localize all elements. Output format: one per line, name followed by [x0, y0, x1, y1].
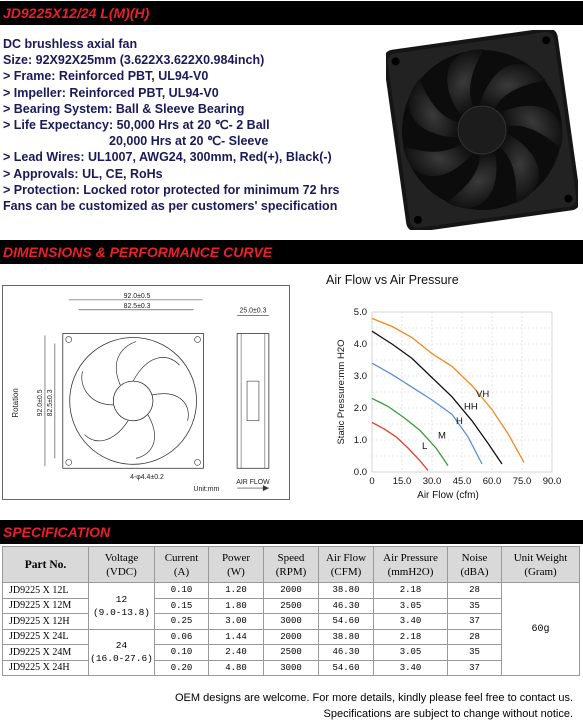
spec-text-block [3, 36, 383, 214]
series-label-hh: HH [464, 401, 478, 413]
col-header: Air Flow (CFM) [319, 547, 374, 583]
y-tick-label: 4.0 [353, 339, 367, 350]
chart-grid [372, 312, 552, 472]
series-label-m: M [438, 430, 446, 442]
power-cell: 4.80 [209, 660, 264, 676]
pressure-cell: 3.05 [374, 598, 448, 614]
table-header-row [3, 547, 580, 583]
part-number-cell: JD9225 X 24H [3, 660, 89, 676]
voltage-cell: 24 (16.0-27.6) [89, 629, 155, 676]
current-cell: 0.10 [155, 645, 209, 661]
y-tick-label: 0.0 [353, 467, 367, 478]
current-cell: 0.06 [155, 629, 209, 645]
dim-side-inner-label: 82.5±0.3 [46, 389, 54, 417]
x-axis-title: Air Flow (cfm) [417, 490, 479, 501]
x-tick-label: 15.0 [392, 476, 412, 487]
spec-line: > Protection: Locked rotor protected for minimum 72 hrs [3, 182, 340, 197]
airflow-cell: 54.60 [319, 614, 374, 630]
pressure-cell: 3.05 [374, 645, 448, 661]
col-header: Speed (RPM) [264, 547, 319, 583]
series-line-m [372, 398, 448, 465]
dim-side-outer-label: 92.0±0.5 [36, 389, 44, 417]
chart-title: Air Flow vs Air Pressure [326, 273, 459, 287]
dim-depth-label: 25.0±0.3 [239, 307, 267, 315]
dimensions-section-header: DIMENSIONS & PERFORMANCE CURVE [0, 240, 583, 264]
spec-line: > Lead Wires: UL1007, AWG24, 300mm, Red(+), Black(-) [3, 150, 332, 165]
col-header: Current (A) [155, 547, 209, 583]
current-cell: 0.15 [155, 598, 209, 614]
spec-line: > Life Expectancy: 50,000 Hrs at 20 ℃- 2 Ball [3, 118, 270, 133]
series-label-vh: VH [476, 388, 490, 400]
noise-cell: 37 [448, 660, 502, 676]
noise-cell: 37 [448, 614, 502, 630]
rotation-label: Rotation [11, 388, 21, 418]
x-tick-label: 30.0 [422, 476, 442, 487]
x-tick-label: 75.0 [512, 476, 532, 487]
spec-line: Fans can be customized as per customers' specification [3, 199, 338, 214]
model-title-bar: JD9225X12/24 L(M)(H) [0, 1, 583, 25]
part-number-cell: JD9225 X 12L [3, 583, 89, 599]
y-tick-label: 2.0 [353, 403, 367, 414]
power-cell: 3.00 [209, 614, 264, 630]
performance-chart [322, 270, 580, 502]
speed-cell: 2000 [264, 629, 319, 645]
x-tick-label: 45.0 [452, 476, 472, 487]
unit-label: Unit:mm [193, 486, 220, 494]
specification-table [2, 546, 580, 676]
airflow-cell: 46.30 [319, 598, 374, 614]
specification-section-header: SPECIFICATION [0, 520, 583, 544]
y-axis-title: Static Pressure:mm H2O [336, 339, 347, 445]
series-label-l: L [422, 440, 428, 452]
airflow-cell: 38.80 [319, 629, 374, 645]
col-header: Power (W) [209, 547, 264, 583]
col-header: Air Pressure (mmH2O) [374, 547, 448, 583]
series-label-h: H [456, 416, 463, 427]
current-cell: 0.20 [155, 660, 209, 676]
power-cell: 2.40 [209, 645, 264, 661]
series-line-vh [372, 318, 524, 462]
air-flow-label: AIR FLOW [236, 479, 270, 487]
speed-cell: 2000 [264, 583, 319, 599]
power-cell: 1.44 [209, 629, 264, 645]
speed-cell: 2500 [264, 645, 319, 661]
spec-line: > Approvals: UL, CE, RoHs [3, 166, 163, 181]
current-cell: 0.10 [155, 583, 209, 599]
chart-plot-area [372, 318, 524, 470]
table-row [3, 583, 580, 599]
spec-line: DC brushless axial fan [3, 37, 138, 51]
hole-note-label: 4-φ4.4±0.2 [130, 474, 164, 482]
pressure-cell: 2.18 [374, 629, 448, 645]
noise-cell: 28 [448, 583, 502, 599]
pressure-cell: 3.40 [374, 660, 448, 676]
pressure-cell: 3.40 [374, 614, 448, 630]
noise-cell: 35 [448, 598, 502, 614]
spec-line: > Frame: Reinforced PBT, UL94-V0 [3, 69, 209, 84]
col-header: Unit Weight (Gram) [502, 547, 580, 583]
speed-cell: 3000 [264, 614, 319, 630]
col-header: Noise (dBA) [448, 547, 502, 583]
dim-outer-label: 92.0±0.5 [123, 292, 151, 300]
x-tick-label: 0 [369, 476, 375, 487]
y-tick-label: 1.0 [353, 435, 367, 446]
spec-line: > Impeller: Reinforced PBT, UL94-V0 [3, 85, 219, 100]
spec-line: 20,000 Hrs at 20 ℃- Sleeve [109, 134, 269, 149]
airflow-cell: 54.60 [319, 660, 374, 676]
part-number-cell: JD9225 X 12H [3, 614, 89, 630]
power-cell: 1.80 [209, 598, 264, 614]
noise-cell: 28 [448, 629, 502, 645]
col-header: Part No. [3, 547, 89, 583]
spec-line: Size: 92X92X25mm (3.622X3.622X0.984inch) [3, 53, 265, 68]
x-tick-label: 90.0 [542, 476, 562, 487]
power-cell: 1.20 [209, 583, 264, 599]
part-number-cell: JD9225 X 24M [3, 645, 89, 661]
x-tick-label: 60.0 [482, 476, 502, 487]
speed-cell: 2500 [264, 598, 319, 614]
footer-note: OEM designs are welcome. For more details, kindly please feel free to contact us. [174, 692, 573, 704]
noise-cell: 35 [448, 645, 502, 661]
y-tick-label: 5.0 [353, 307, 367, 318]
spec-line: > Bearing System: Ball & Sleeve Bearing [3, 101, 245, 116]
dim-inner-label: 82.5±0.3 [123, 302, 151, 310]
current-cell: 0.25 [155, 614, 209, 630]
dimension-drawing [2, 285, 290, 500]
table-row [3, 629, 580, 645]
col-header: Voltage (VDC) [89, 547, 155, 583]
speed-cell: 3000 [264, 660, 319, 676]
pressure-cell: 2.18 [374, 583, 448, 599]
chart-axes [354, 307, 561, 487]
weight-cell: 60g [502, 583, 580, 676]
voltage-cell: 12 (9.0-13.8) [89, 583, 155, 630]
part-number-cell: JD9225 X 12M [3, 598, 89, 614]
fan-photo [386, 30, 578, 230]
part-number-cell: JD9225 X 24L [3, 629, 89, 645]
airflow-cell: 46.30 [319, 645, 374, 661]
y-tick-label: 3.0 [353, 371, 367, 382]
footer-disclaimer: Specifications are subject to change without notice. [323, 708, 573, 720]
airflow-cell: 38.80 [319, 583, 374, 599]
